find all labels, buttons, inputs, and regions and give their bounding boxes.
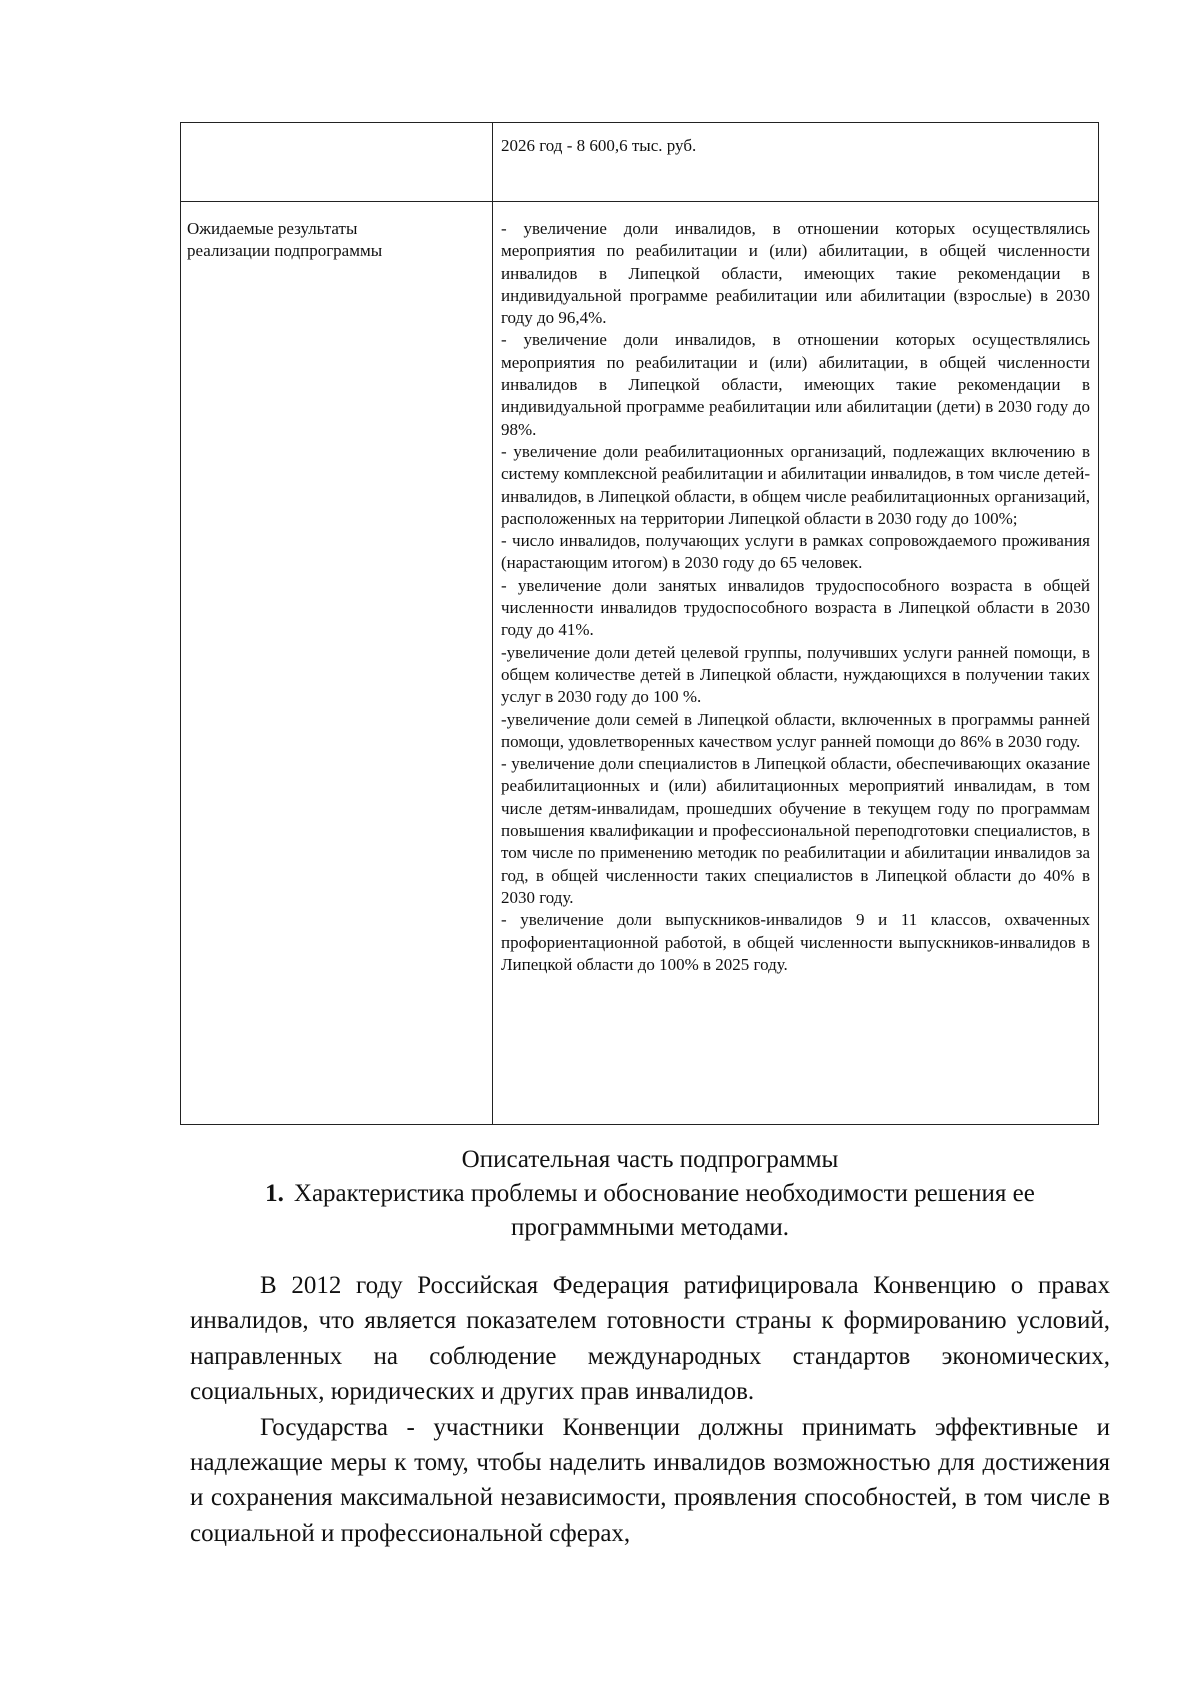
- section-heading: [190, 1143, 1110, 1245]
- label-line: реализации подпрограммы: [187, 241, 383, 261]
- result-item: - увеличение доли реабилитационных организаций, подлежащих включению в систему комплексной реабилитации и абилитации инвалидов, в том числе детей-инвалидов, в Липецкой области, в общем числе реабилитационных организаций, расположенных на территории Липецкой области в 2030 году до 100%;: [501, 441, 1090, 528]
- result-item: - увеличение доли выпускников-инвалидов 9 и 11 классов, охваченных профориентационной работой, в общей численности выпускников-инвалидов в Липецкой области до 100% в 2025 году.: [501, 910, 1090, 974]
- section-title-text: Характеристика проблемы и обоснование необходимости решения ее: [293, 1180, 1035, 1207]
- section-number: 1.: [265, 1180, 284, 1207]
- budget-2026-value: 2026 год - 8 600,6 тыс. руб.: [493, 123, 1099, 202]
- section-title-line: программными методами.: [510, 1214, 790, 1241]
- paragraph: Государства - участники Конвенции должны принимать эффективные и надлежащие меры к тому, чтобы наделить инвалидов возможностью для достижения и сохранения максимальной независимости, проявления способностей, в том числе в социальной и профессиональной сферах,: [190, 1413, 1110, 1547]
- paragraph: В 2012 году Российская Федерация ратифицировала Конвенцию о правах инвалидов, что является показателем готовности страны к формированию условий, направленных на соблюдение международных стандартов экономических, социальных, юридических и других прав инвалидов.: [190, 1272, 1110, 1406]
- result-item: -увеличение доли детей целевой группы, получивших услуги ранней помощи, в общем количестве детей в Липецкой области, нуждающихся в получении таких услуг в 2030 году до 100 %.: [501, 642, 1090, 707]
- result-item: -увеличение доли семей в Липецкой области, включенных в программы ранней помощи, удовлетворенных качеством услуг ранней помощи до 86% в 2030 году.: [501, 709, 1090, 751]
- expected-results-label: [181, 202, 493, 1125]
- expected-results-list: [493, 202, 1099, 1125]
- result-item: - увеличение доли специалистов в Липецкой области, обеспечивающих оказание реабилитационных и (или) абилитационных мероприятий инвалидам, в том числе детям-инвалидам, прошедших обучение в текущем году по программам повышения квалификации и профессиональной переподготовки специалистов, в том числе по применению методик по реабилитации и абилитации инвалидов за год, в общей численности таких специалистов в Липецкой области до 40% в 2030 году.: [501, 754, 1090, 907]
- table-row-expected-results: [181, 202, 1099, 1125]
- table-row-budget: [181, 123, 1099, 202]
- result-item: - увеличение доли занятых инвалидов трудоспособного возраста в общей численности инвалидов трудоспособного возраста в Липецкой области в 2030 году до 41%.: [501, 575, 1090, 640]
- body-text: [190, 1268, 1110, 1551]
- result-item: - увеличение доли инвалидов, в отношении которых осуществлялись мероприятия по реабилитации и (или) абилитации, в общей численности инвалидов в Липецкой области, имеющих такие рекомендации в индивидуальной программе реабилитации или абилитации (дети) в 2030 году до 98%.: [501, 330, 1090, 439]
- result-item: - увеличение доли инвалидов, в отношении которых осуществлялись мероприятия по реабилитации и (или) абилитации, в общей численности инвалидов в Липецкой области, имеющих такие рекомендации в индивидуальной программе реабилитации или абилитации (взрослые) в 2030 году до 96,4%.: [501, 219, 1090, 328]
- subprogram-passport-table: [180, 122, 1099, 1125]
- section-title-line: [190, 1177, 1110, 1211]
- table-cell-label: [181, 123, 493, 202]
- descriptive-part-title: Описательная часть подпрограммы: [461, 1146, 839, 1173]
- result-item: - число инвалидов, получающих услуги в рамках сопровождаемого проживания (нарастающим итогом) в 2030 году до 65 человек.: [501, 531, 1090, 573]
- label-line: Ожидаемые результаты: [187, 219, 358, 238]
